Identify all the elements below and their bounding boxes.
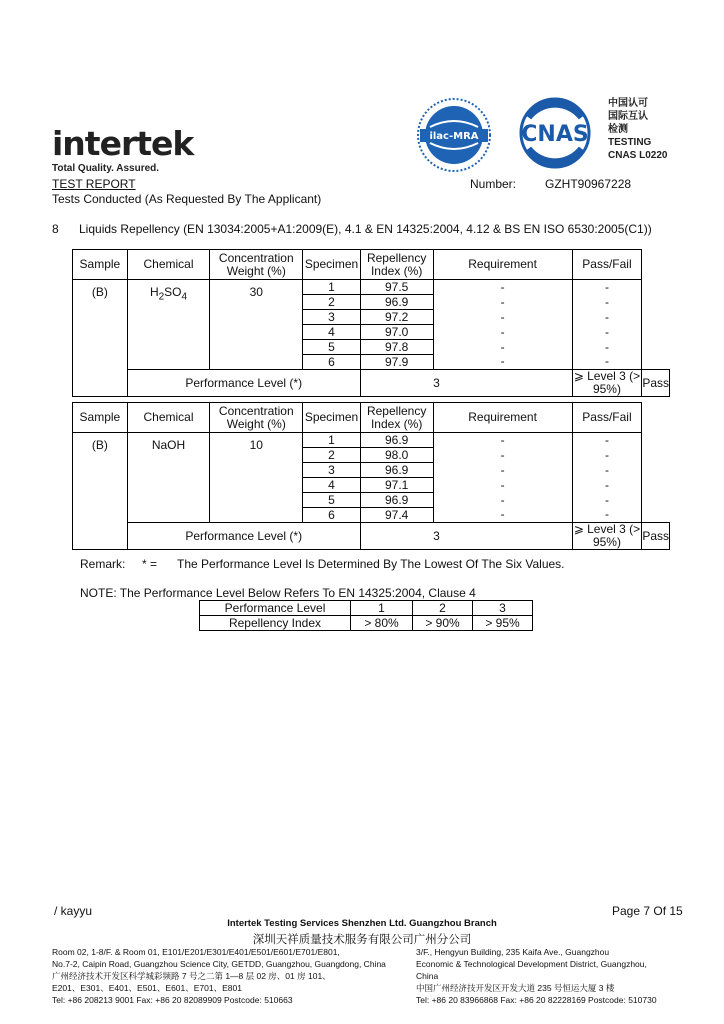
ilac-mra-logo [416, 97, 492, 173]
ilac-text: ilac-MRA [429, 131, 479, 142]
index-cell: 96.9 [360, 295, 433, 310]
requirement-cell: - [433, 493, 572, 508]
header-sample: Sample [73, 403, 128, 433]
remark-text: The Performance Level Is Determined By The Lowest Of The Six Values. [177, 557, 565, 571]
performance-requirement: ⩾ Level 3 (> 95%) [573, 522, 641, 549]
specimen-cell: 4 [303, 325, 360, 340]
performance-requirement: ⩾ Level 3 (> 95%) [573, 369, 641, 396]
concentration-cell: 10 [210, 433, 303, 523]
results-table-1 [72, 249, 670, 397]
requirement-cell: - [433, 295, 572, 310]
index-cell: 96.9 [360, 433, 433, 448]
performance-label: Performance Level (*) [127, 370, 360, 397]
header-chemical: Chemical [127, 403, 210, 433]
index-cell: 97.5 [360, 280, 433, 295]
accreditation-line-2: 国际互认 [608, 111, 648, 122]
report-number-label: Number: [470, 177, 517, 191]
level-row-label: Performance Level [200, 601, 351, 616]
signature: / kayyu [54, 904, 93, 918]
performance-spacer [360, 523, 433, 550]
chemical-cell: $H_2SO_4$ [127, 280, 210, 370]
pass-cell: - [572, 325, 642, 340]
performance-label: Performance Level (*) [127, 523, 360, 550]
performance-value: 3 [433, 370, 572, 397]
specimen-cell: 4 [303, 478, 360, 493]
cnas-text: CNAS [521, 122, 589, 147]
header-repellency: Repellency Index (%) [360, 250, 433, 280]
specimen-cell: 6 [303, 508, 360, 523]
report-number-value: GZHT90967228 [545, 177, 632, 191]
level-cell: 2 [413, 601, 473, 616]
index-threshold-cell: > 95% [473, 616, 533, 631]
pass-cell: - [572, 508, 642, 523]
footer-right-line: 中国广州经济技开发区开发大道 235 号恒运大厦 3 楼 [416, 983, 615, 993]
pass-cell: - [572, 433, 642, 448]
index-cell: 97.2 [360, 310, 433, 325]
index-cell: 98.0 [360, 448, 433, 463]
pass-cell: - [572, 463, 642, 478]
pass-cell: - [572, 310, 642, 325]
concentration-cell: 30 [210, 280, 303, 370]
report-title: TEST REPORT [52, 177, 136, 191]
sample-cell: (B) [73, 280, 128, 397]
index-cell: 97.0 [360, 325, 433, 340]
section-title: Liquids Repellency (EN 13034:2005+A1:2009(E), 4.1 & EN 14325:2004, 4.12 & BS EN ISO 6530:2005(C1)) [79, 222, 652, 236]
remark-label: Remark: [80, 557, 126, 571]
performance-level-table [199, 600, 533, 631]
requirement-cell: - [433, 508, 572, 523]
accreditation-line-3: 检测 [608, 124, 628, 135]
footer-right-line: 3/F., Hengyun Building, 235 Kaifa Ave., Guangzhou [416, 947, 610, 957]
index-cell: 97.8 [360, 340, 433, 355]
pass-cell: - [572, 448, 642, 463]
results-table-2 [72, 402, 670, 550]
level-cell: 1 [351, 601, 413, 616]
index-cell: 96.9 [360, 493, 433, 508]
level-cell: 3 [473, 601, 533, 616]
requirement-cell: - [433, 280, 572, 295]
index-cell: 97.1 [360, 478, 433, 493]
footer-company: Intertek Testing Services Shenzhen Ltd. Guangzhou Branch [227, 918, 497, 929]
header-pass-fail: Pass/Fail [572, 250, 642, 280]
header-specimen: Specimen [303, 250, 360, 280]
accreditation-line-5: CNAS L0220 [608, 150, 668, 161]
header-chemical: Chemical [127, 250, 210, 280]
page-number: Page 7 Of 15 [612, 904, 683, 918]
specimen-cell: 1 [303, 433, 360, 448]
footer-company-cn: 深圳天祥质量技术服务有限公司广州分公司 [252, 932, 472, 946]
performance-pass: Pass [642, 370, 670, 397]
performance-spacer [360, 370, 433, 397]
specimen-cell: 3 [303, 310, 360, 325]
header-pass-fail: Pass/Fail [572, 403, 642, 433]
intertek-logo: intertek [52, 124, 194, 163]
tests-conducted: Tests Conducted (As Requested By The Applicant) [52, 192, 322, 206]
pass-cell: - [572, 493, 642, 508]
index-cell: 97.9 [360, 355, 433, 370]
accreditation-line-4: TESTING [608, 137, 652, 148]
footer-left-line: Room 02, 1-8/F. & Room 01, E101/E201/E301/E401/E501/E601/E701/E801, [52, 947, 340, 957]
requirement-cell: - [433, 325, 572, 340]
accreditation-line-1: 中国认可 [608, 98, 648, 109]
pass-cell: - [572, 355, 642, 370]
header-repellency: Repellency Index (%) [360, 403, 433, 433]
requirement-cell: - [433, 340, 572, 355]
pass-cell: - [572, 280, 642, 295]
requirement-cell: - [433, 448, 572, 463]
footer-left-line: 广州经济技术开发区科学城彩频路 7 号之二第 1—8 层 02 房、01 房 101、 [52, 971, 331, 981]
performance-pass: Pass [642, 523, 670, 550]
footer-left-line: E201、E301、E401、E501、E601、E701、E801 [52, 983, 242, 993]
specimen-cell: 5 [303, 340, 360, 355]
specimen-cell: 2 [303, 448, 360, 463]
footer-right-line: Economic & Technological Development District, Guangzhou, [416, 959, 647, 969]
specimen-cell: 5 [303, 493, 360, 508]
cnas-logo [508, 97, 603, 169]
specimen-cell: 2 [303, 295, 360, 310]
requirement-cell: - [433, 463, 572, 478]
section-number: 8 [52, 222, 59, 236]
index-cell: 97.4 [360, 508, 433, 523]
pass-cell: - [572, 478, 642, 493]
performance-value: 3 [433, 523, 572, 550]
header-specimen: Specimen [303, 403, 360, 433]
specimen-cell: 6 [303, 355, 360, 370]
sample-cell: (B) [73, 433, 128, 550]
pass-cell: - [572, 340, 642, 355]
requirement-cell: - [433, 433, 572, 448]
requirement-cell: - [433, 478, 572, 493]
footer-left-line: Tel: +86 208213 9001 Fax: +86 20 82089909 Postcode: 510663 [52, 995, 293, 1005]
specimen-cell: 1 [303, 280, 360, 295]
footer-left-line: No.7-2, Caipin Road, Guangzhou Science City, GETDD, Guangzhou, Guangdong, China [52, 959, 386, 969]
chemical-cell: NaOH [127, 433, 210, 523]
note-text: NOTE: The Performance Level Below Refers To EN 14325:2004, Clause 4 [80, 586, 476, 600]
footer-address-left [52, 946, 412, 1006]
tagline: Total Quality. Assured. [52, 163, 160, 174]
index-threshold-cell: > 90% [413, 616, 473, 631]
header-requirement: Requirement [433, 250, 572, 280]
footer-right-line: Tel: +86 20 83966868 Fax: +86 20 82228169 Postcode: 510730 [416, 995, 657, 1005]
header-concentration: Concentration Weight (%) [210, 403, 303, 433]
footer-address-right [416, 946, 696, 1006]
header-concentration: Concentration Weight (%) [210, 250, 303, 280]
index-threshold-cell: > 80% [351, 616, 413, 631]
requirement-cell: - [433, 355, 572, 370]
specimen-cell: 3 [303, 463, 360, 478]
header-requirement: Requirement [433, 403, 572, 433]
index-row-label: Repellency Index [200, 616, 351, 631]
index-cell: 96.9 [360, 463, 433, 478]
footer-right-line: China [416, 971, 439, 981]
requirement-cell: - [433, 310, 572, 325]
header-sample: Sample [73, 250, 128, 280]
pass-cell: - [572, 295, 642, 310]
remark-symbol: * = [142, 557, 158, 571]
accreditation-block [608, 97, 667, 162]
